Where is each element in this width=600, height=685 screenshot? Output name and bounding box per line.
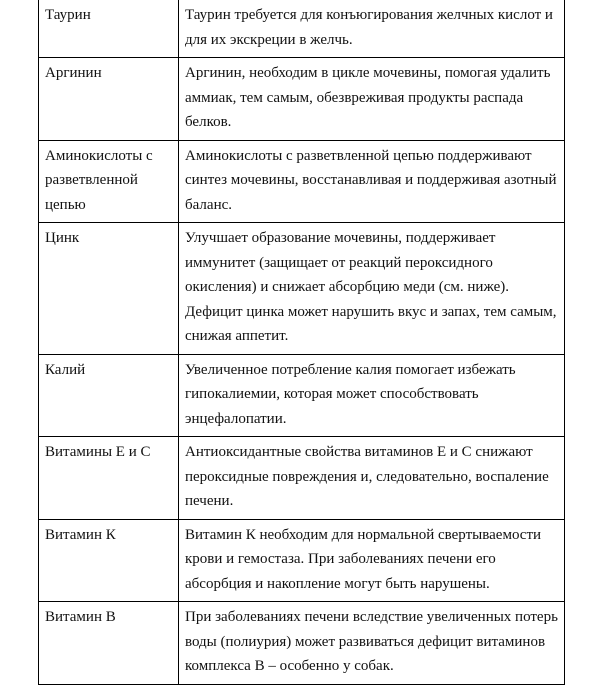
table-row	[39, 0, 565, 58]
table-row	[39, 437, 565, 520]
nutrient-name: Цинк	[39, 223, 179, 355]
nutrient-name: Таурин	[39, 0, 179, 58]
nutrient-name: Аргинин	[39, 58, 179, 141]
table-row	[39, 602, 565, 685]
nutrient-description: При заболеваниях печени вследствие увеличенных потерь воды (полиурия) может развиваться дефицит витаминов комплекса В – особенно у собак.	[179, 602, 565, 685]
nutrient-name: Витамины Е и С	[39, 437, 179, 520]
table-row	[39, 140, 565, 223]
table-row	[39, 519, 565, 602]
nutrient-name: Калий	[39, 354, 179, 437]
nutrient-description: Антиоксидантные свойства витаминов Е и С снижают пероксидные повреждения и, следовательно, воспаление печени.	[179, 437, 565, 520]
nutrient-description: Улучшает образование мочевины, поддерживает иммунитет (защищает от реакций пероксидного окисления) и снижает абсорбцию меди (см. ниже). Дефицит цинка может нарушить вкус и запах, тем самым, снижая аппетит.	[179, 223, 565, 355]
nutrient-description: Аргинин, необходим в цикле мочевины, помогая удалить аммиак, тем самым, обезвреживая продукты распада белков.	[179, 58, 565, 141]
nutrient-table	[38, 0, 565, 685]
nutrient-name: Аминокислоты с разветвленной цепью	[39, 140, 179, 223]
table-row	[39, 58, 565, 141]
nutrient-description: Витамин К необходим для нормальной свертываемости крови и гемостаза. При заболеваниях печени его абсорбция и накопление могут быть нарушены.	[179, 519, 565, 602]
nutrient-name: Витамин В	[39, 602, 179, 685]
nutrient-description: Таурин требуется для конъюгирования желчных кислот и для их экскреции в желчь.	[179, 0, 565, 58]
nutrient-description: Увеличенное потребление калия помогает избежать гипокалиемии, которая может способствовать энцефалопатии.	[179, 354, 565, 437]
nutrient-name: Витамин К	[39, 519, 179, 602]
table-row	[39, 223, 565, 355]
nutrient-description: Аминокислоты с разветвленной цепью поддерживают синтез мочевины, восстанавливая и поддерживая азотный баланс.	[179, 140, 565, 223]
table-row	[39, 354, 565, 437]
